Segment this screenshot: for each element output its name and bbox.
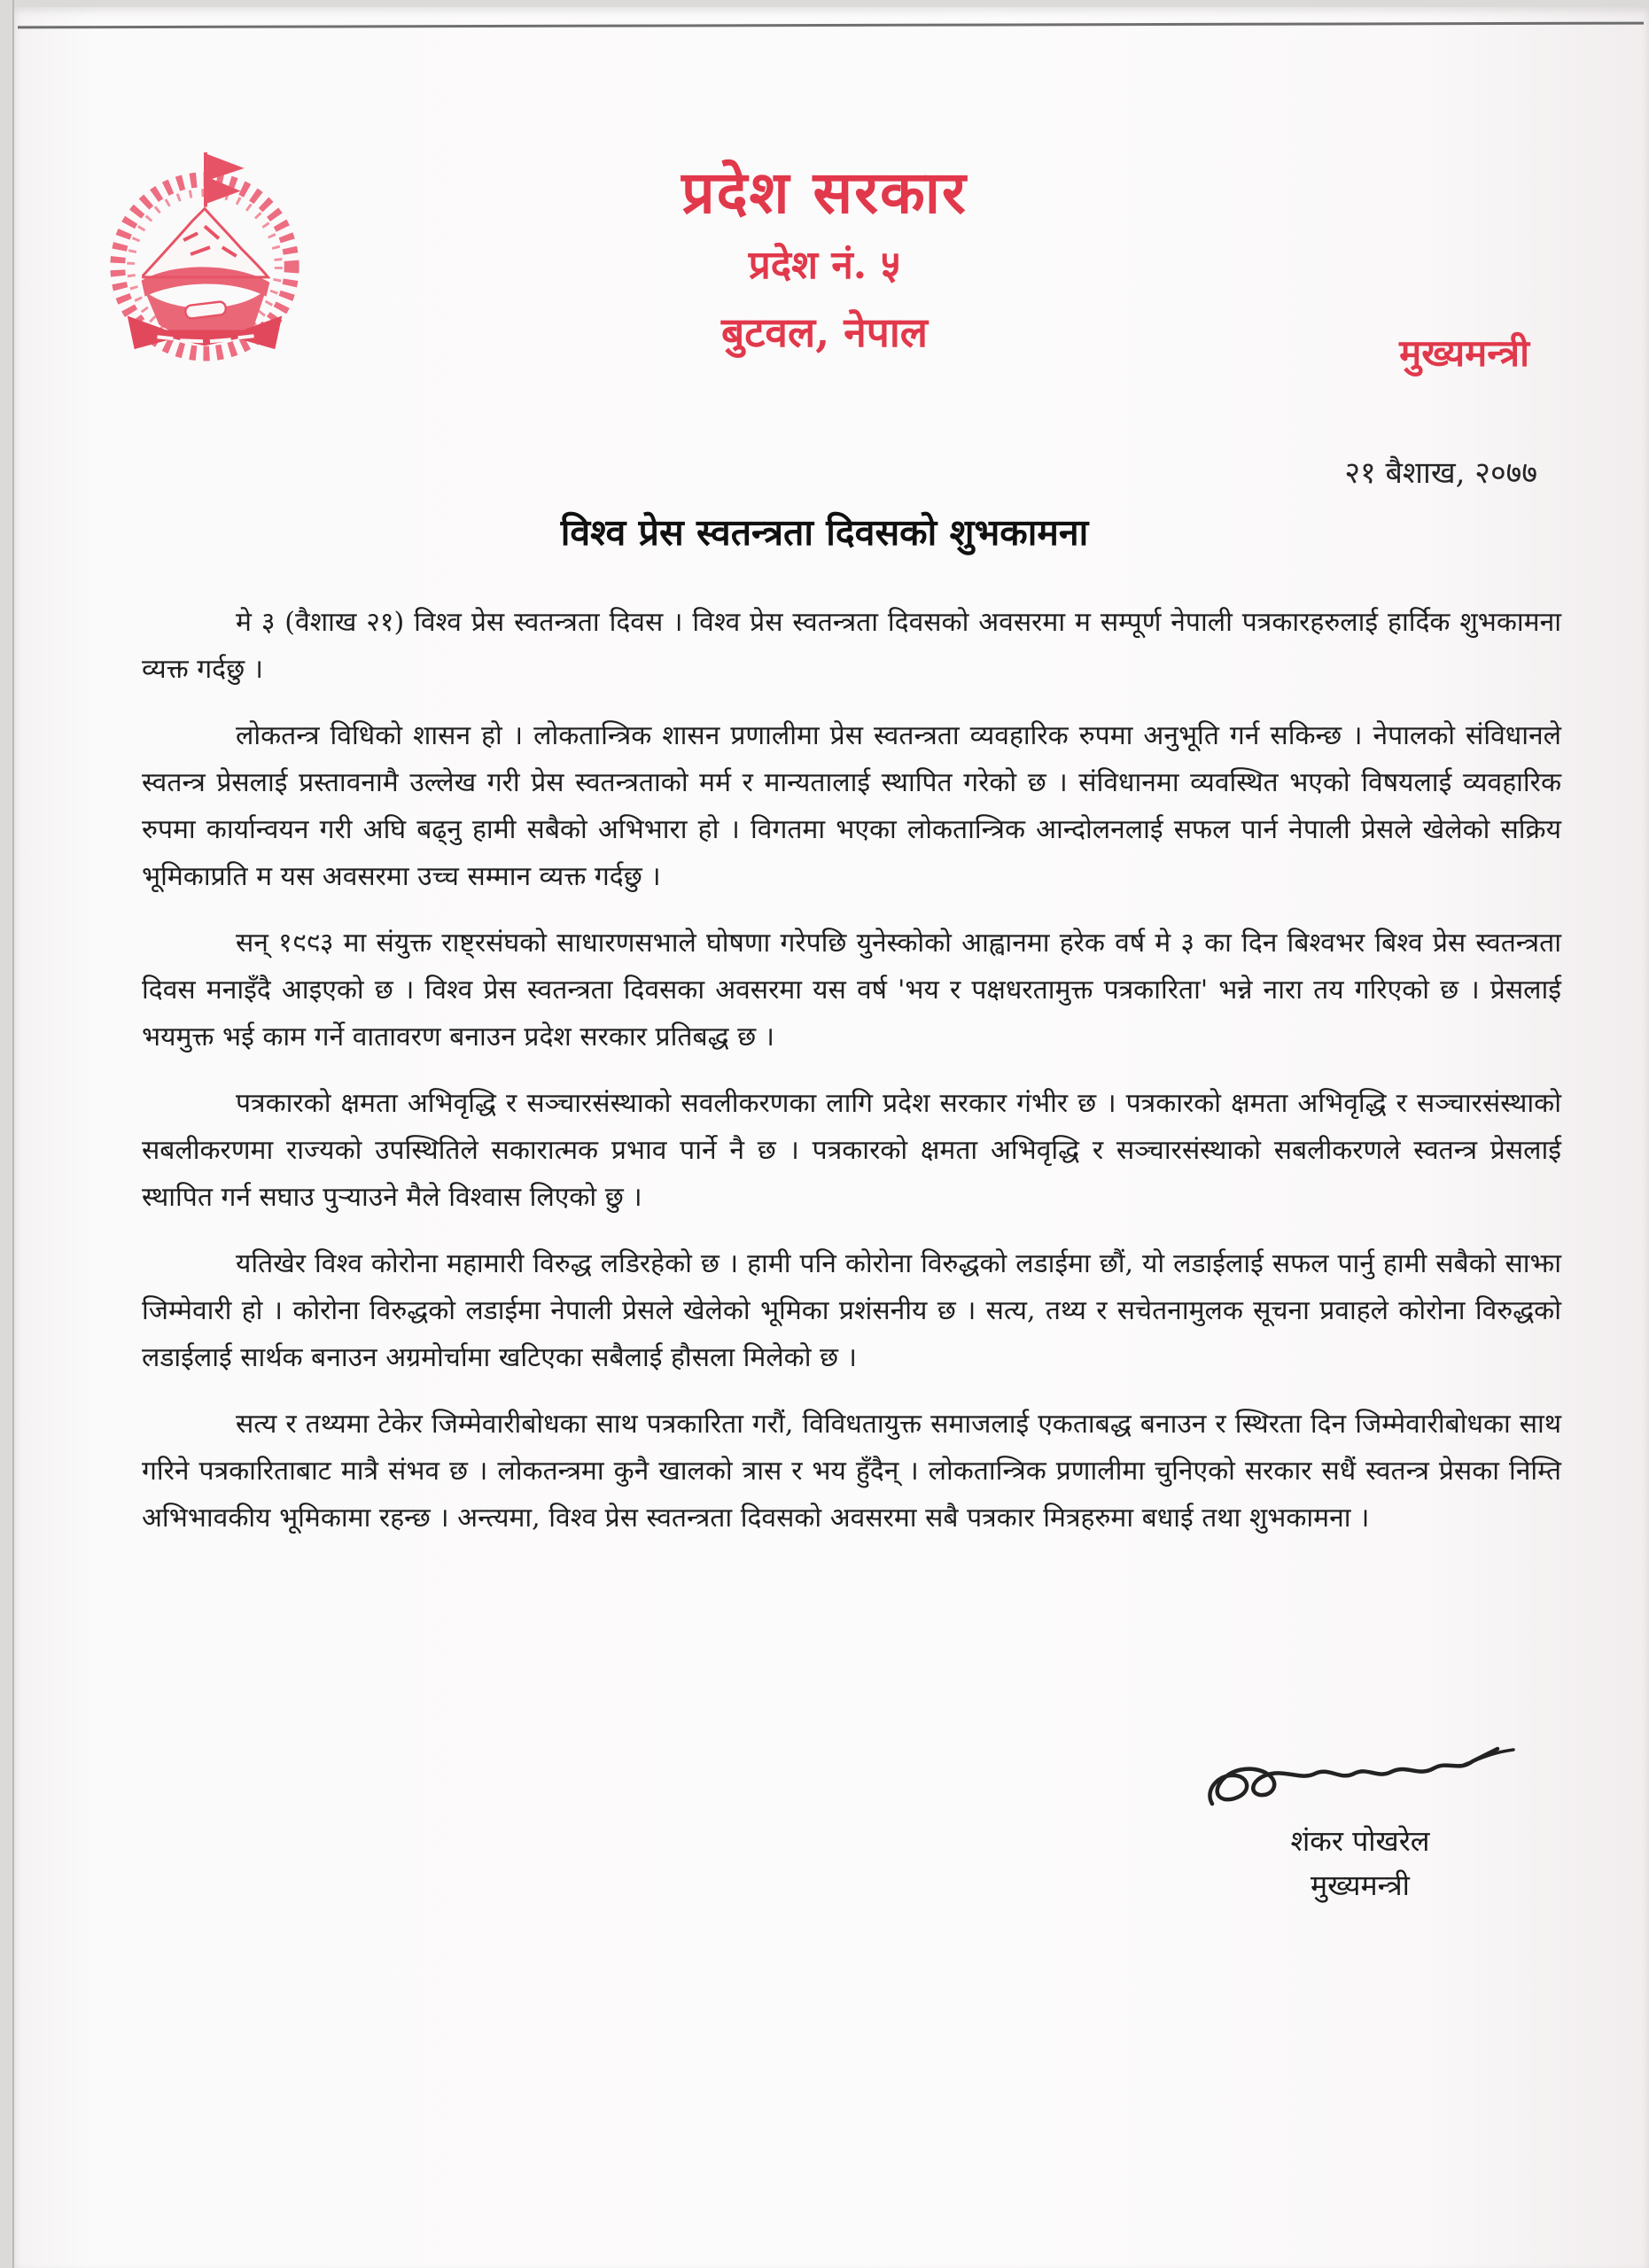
body-paragraph-3: सन् १९९३ मा संयुक्त राष्ट्रसंघको साधारणसभाले घोषणा गरेपछि युनेस्कोको आह्वानमा हरेक वर्ष मे ३ का दिन बिश्वभर बिश्व प्रेस स्वतन्त्रता दिवस मनाइँदै आइएको छ । विश्व प्रेस स्वतन्त्रता दिवसका अवसरमा यस वर्ष 'भय र पक्षधरतामुक्त पत्रकारिता' भन्ने नारा तय गरिएको छ । प्रेसलाई भयमुक्त भई काम गर्ने वातावरण बनाउन प्रदेश सरकार प्रतिबद्ध छ । — [142, 928, 1561, 1052]
body-paragraph-2: लोकतन्त्र विधिको शासन हो । लोकतान्त्रिक शासन प्रणालीमा प्रेस स्वतन्त्रता व्यवहारिक रुपमा अनुभूति गर्न सकिन्छ । नेपालको संविधानले स्वतन्त्र प्रेसलाई प्रस्तावनामै उल्लेख गरी प्रेस स्वतन्त्रताको मर्म र मान्यतालाई स्थापित गरेको छ । संविधानमा व्यवस्थित भएको विषयलाई व्यवहारिक रुपमा कार्यान्वयन गरी अघि बढ्नु हामी सबैको अभिभारा हो । विगतमा भएका लोकतान्त्रिक आन्दोलनलाई सफल पार्न नेपाली प्रेसले खेलेको सक्रिय भूमिकाप्रति म यस अवसरमा उच्च सम्मान व्यक्त गर्दछु । — [142, 720, 1561, 892]
signatory-designation: मुख्यमन्त्री — [1311, 1868, 1410, 1902]
body-paragraph-4: पत्रकारको क्षमता अभिवृद्धि र सञ्चारसंस्थाको सवलीकरणका लागि प्रदेश सरकार गंभीर छ । पत्रकारको क्षमता अभिवृद्धि र सञ्चारसंस्थाको सबलीकरणमा राज्यको उपस्थितिले सकारात्मक प्रभाव पार्ने नै छ । पत्रकारको क्षमता अभिवृद्धि र सञ्चारसंस्थाको सबलीकरणले स्वतन्त्र प्रेसलाई स्थापित गर्न सघाउ पुऱ्याउने मैले विश्वास लिएको छु । — [142, 1088, 1561, 1213]
office-location: बुटवल, नेपाल — [720, 308, 928, 356]
body-paragraph-1: मे ३ (वैशाख २१) विश्व प्रेस स्वतन्त्रता दिवस । विश्व प्रेस स्वतन्त्रता दिवसको अवसरमा म सम्पूर्ण नेपाली पत्रकारहरुलाई हार्दिक शुभकामना व्यक्त गर्दछु । — [142, 607, 1561, 685]
handwritten-signature — [1196, 1735, 1524, 1827]
letterhead — [0, 158, 1649, 356]
letter-body — [142, 599, 1561, 1561]
letter-title: विश्व प्रेस स्वतन्त्रता दिवसको शुभकामना — [560, 511, 1089, 554]
body-paragraph-6: सत्य र तथ्यमा टेकेर जिम्मेवारीबोधका साथ पत्रकारिता गरौं, विविधतायुक्त समाजलाई एकताबद्ध बनाउन र स्थिरता दिन जिम्मेवारीबोधका साथ गरिने पत्रकारिताबाट मात्रै संभव छ । लोकतन्त्रमा कुनै खालको त्रास र भय हुँदैन् । लोकतान्त्रिक प्रणालीमा चुनिएको सरकार सधैं स्वतन्त्र प्रेसका निम्ति अभिभावकीय भूमिकामा रहन्छ । अन्त्यमा, विश्व प्रेस स्वतन्त्रता दिवसको अवसरमा सबै पत्रकार मित्रहरुमा बधाई तथा शुभकामना । — [142, 1409, 1561, 1534]
government-name: प्रदेश सरकार — [681, 158, 968, 227]
signatory-name: शंकर पोखरेल — [1290, 1824, 1430, 1858]
signature-block — [1178, 1735, 1542, 1904]
letter-date: २१ बैशाख, २०७७ — [1344, 455, 1537, 491]
office-designation: मुख्यमन्त्री — [1399, 331, 1529, 375]
body-paragraph-5: यतिखेर विश्व कोरोना महामारी विरुद्ध लडिरहेको छ । हामी पनि कोरोना विरुद्धको लडाईमा छौं, यो लडाईलाई सफल पार्नु हामी सबैको साझा जिम्मेवारी हो । कोरोना विरुद्धको लडाईमा नेपाली प्रेसले खेलेको भूमिका प्रशंसनीय छ । सत्य, तथ्य र सचेतनामुलक सूचना प्रवाहले कोरोना विरुद्धको लडाईलाई सार्थक बनाउन अग्रमोर्चामा खटिएका सबैलाई हौसला मिलेको छ । — [142, 1248, 1561, 1373]
province-number: प्रदेश नं. ५ — [748, 243, 901, 288]
